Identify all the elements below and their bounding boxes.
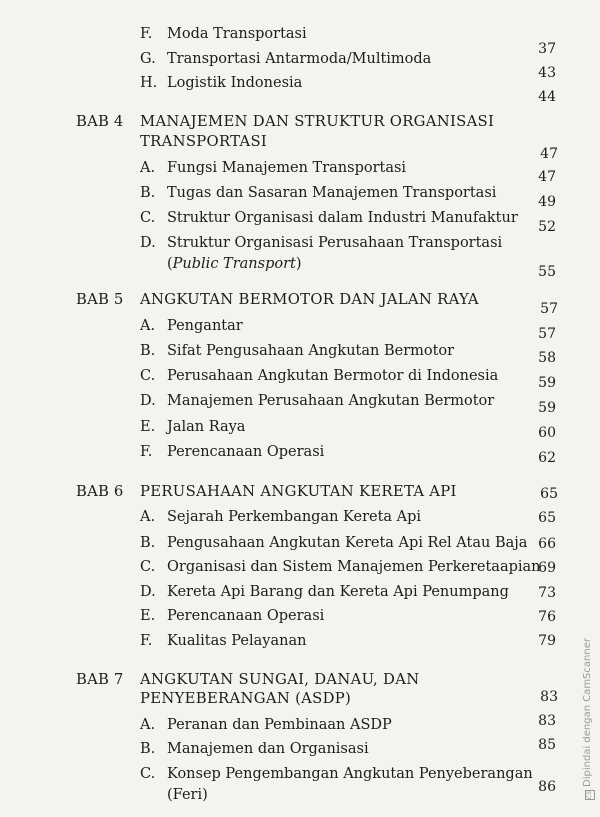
entry-text: Jalan Raya [167, 419, 246, 435]
camscanner-logo-icon: CS [586, 790, 593, 799]
entry-text: Sejarah Perkembangan Kereta Api [167, 509, 422, 525]
entry-letter: B. [140, 741, 156, 757]
entry-text-cont: (Public Transport) [167, 256, 302, 272]
entry-letter: C. [140, 766, 156, 782]
entry-text: Manajemen dan Organisasi [167, 741, 369, 757]
entry-page: 43 [538, 65, 556, 81]
entry-letter: B. [140, 343, 156, 359]
chapter-title: ANGKUTAN BERMOTOR DAN JALAN RAYA [140, 291, 479, 308]
entry-letter: F. [140, 26, 153, 42]
entry-text: Fungsi Manajemen Transportasi [167, 160, 407, 176]
entry-page: 76 [538, 609, 556, 625]
entry-letter: A. [140, 318, 156, 334]
entry-text: Tugas dan Sasaran Manajemen Transportasi [167, 185, 497, 201]
chapter-page: 47 [540, 146, 558, 162]
entry-page: 52 [538, 219, 556, 235]
entry-text: Perencanaan Operasi [167, 608, 325, 624]
entry-text: Peranan dan Pembinaan ASDP [167, 717, 392, 733]
scanner-watermark [580, 520, 596, 815]
entry-text: Struktur Organisasi Perusahaan Transportasi [167, 235, 503, 251]
entry-page: 55 [538, 264, 556, 280]
entry-page: 47 [538, 169, 556, 185]
entry-text: Manajemen Perusahaan Angkutan Bermotor [167, 393, 495, 409]
entry-text: Organisasi dan Sistem Manajemen Perkeretaapian [167, 559, 541, 575]
chapter-title: ANGKUTAN SUNGAI, DANAU, DAN [140, 671, 420, 688]
entry-page: 86 [538, 779, 556, 795]
entry-text: Kereta Api Barang dan Kereta Api Penumpang [167, 584, 509, 600]
chapter-title: PERUSAHAAN ANGKUTAN KERETA API [140, 483, 457, 500]
chapter-label: BAB 5 [76, 291, 124, 308]
entry-page: 62 [538, 450, 556, 466]
entry-letter: C. [140, 210, 156, 226]
entry-text-cont: (Feri) [167, 787, 208, 803]
entry-page: 59 [538, 375, 556, 391]
entry-text: Pengantar [167, 318, 243, 334]
entry-text: Moda Transportasi [167, 26, 307, 42]
entry-page: 44 [538, 89, 556, 105]
chapter-label: BAB 7 [76, 671, 124, 688]
chapter-page: 83 [540, 689, 558, 705]
entry-letter: B. [140, 535, 156, 551]
entry-letter: H. [140, 75, 158, 91]
entry-page: 73 [538, 585, 556, 601]
chapter-title-cont: TRANSPORTASI [140, 133, 268, 150]
entry-page: 57 [538, 326, 556, 342]
entry-page: 66 [538, 536, 556, 552]
chapter-label: BAB 4 [76, 113, 124, 130]
entry-letter: F. [140, 444, 153, 460]
entry-letter: D. [140, 584, 156, 600]
entry-page: 69 [538, 560, 556, 576]
entry-page: 65 [538, 510, 556, 526]
entry-letter: C. [140, 559, 156, 575]
entry-letter: B. [140, 185, 156, 201]
entry-letter: E. [140, 419, 156, 435]
entry-letter: G. [140, 51, 156, 67]
entry-text: Perencanaan Operasi [167, 444, 325, 460]
entry-page: 58 [538, 350, 556, 366]
chapter-label: BAB 6 [76, 483, 124, 500]
chapter-page: 65 [540, 486, 558, 502]
entry-page: 59 [538, 400, 556, 416]
entry-letter: C. [140, 368, 156, 384]
entry-letter: F. [140, 633, 153, 649]
entry-letter: A. [140, 717, 156, 733]
entry-text: Perusahaan Angkutan Bermotor di Indonesia [167, 368, 499, 384]
entry-text: Kualitas Pelayanan [167, 633, 307, 649]
watermark-text: Dipindai dengan CamScanner [582, 638, 593, 787]
entry-text: Transportasi Antarmoda/Multimoda [167, 51, 432, 67]
entry-text-cont-word: Feri [172, 787, 203, 803]
entry-text: Logistik Indonesia [167, 75, 303, 91]
entry-text: Sifat Pengusahaan Angkutan Bermotor [167, 343, 455, 359]
entry-text: Struktur Organisasi dalam Industri Manufaktur [167, 210, 518, 226]
chapter-title: MANAJEMEN DAN STRUKTUR ORGANISASI [140, 113, 495, 130]
entry-text: Konsep Pengembangan Angkutan Penyeberangan [167, 766, 533, 782]
entry-letter: E. [140, 608, 156, 624]
chapter-page: 57 [540, 301, 558, 317]
watermark-text-wrap [582, 638, 595, 800]
entry-letter: A. [140, 160, 156, 176]
entry-page: 85 [538, 737, 556, 753]
entry-letter: D. [140, 393, 156, 409]
entry-page: 37 [538, 41, 556, 57]
chapter-title-cont: PENYEBERANGAN (ASDP) [140, 690, 352, 707]
entry-letter: D. [140, 235, 156, 251]
entry-text-italic: Public Transport [172, 256, 296, 272]
entry-page: 49 [538, 194, 556, 210]
entry-page: 79 [538, 633, 556, 649]
entry-page: 83 [538, 713, 556, 729]
entry-text: Pengusahaan Angkutan Kereta Api Rel Atau Baja [167, 535, 528, 551]
entry-page: 60 [538, 425, 556, 441]
entry-letter: A. [140, 509, 156, 525]
